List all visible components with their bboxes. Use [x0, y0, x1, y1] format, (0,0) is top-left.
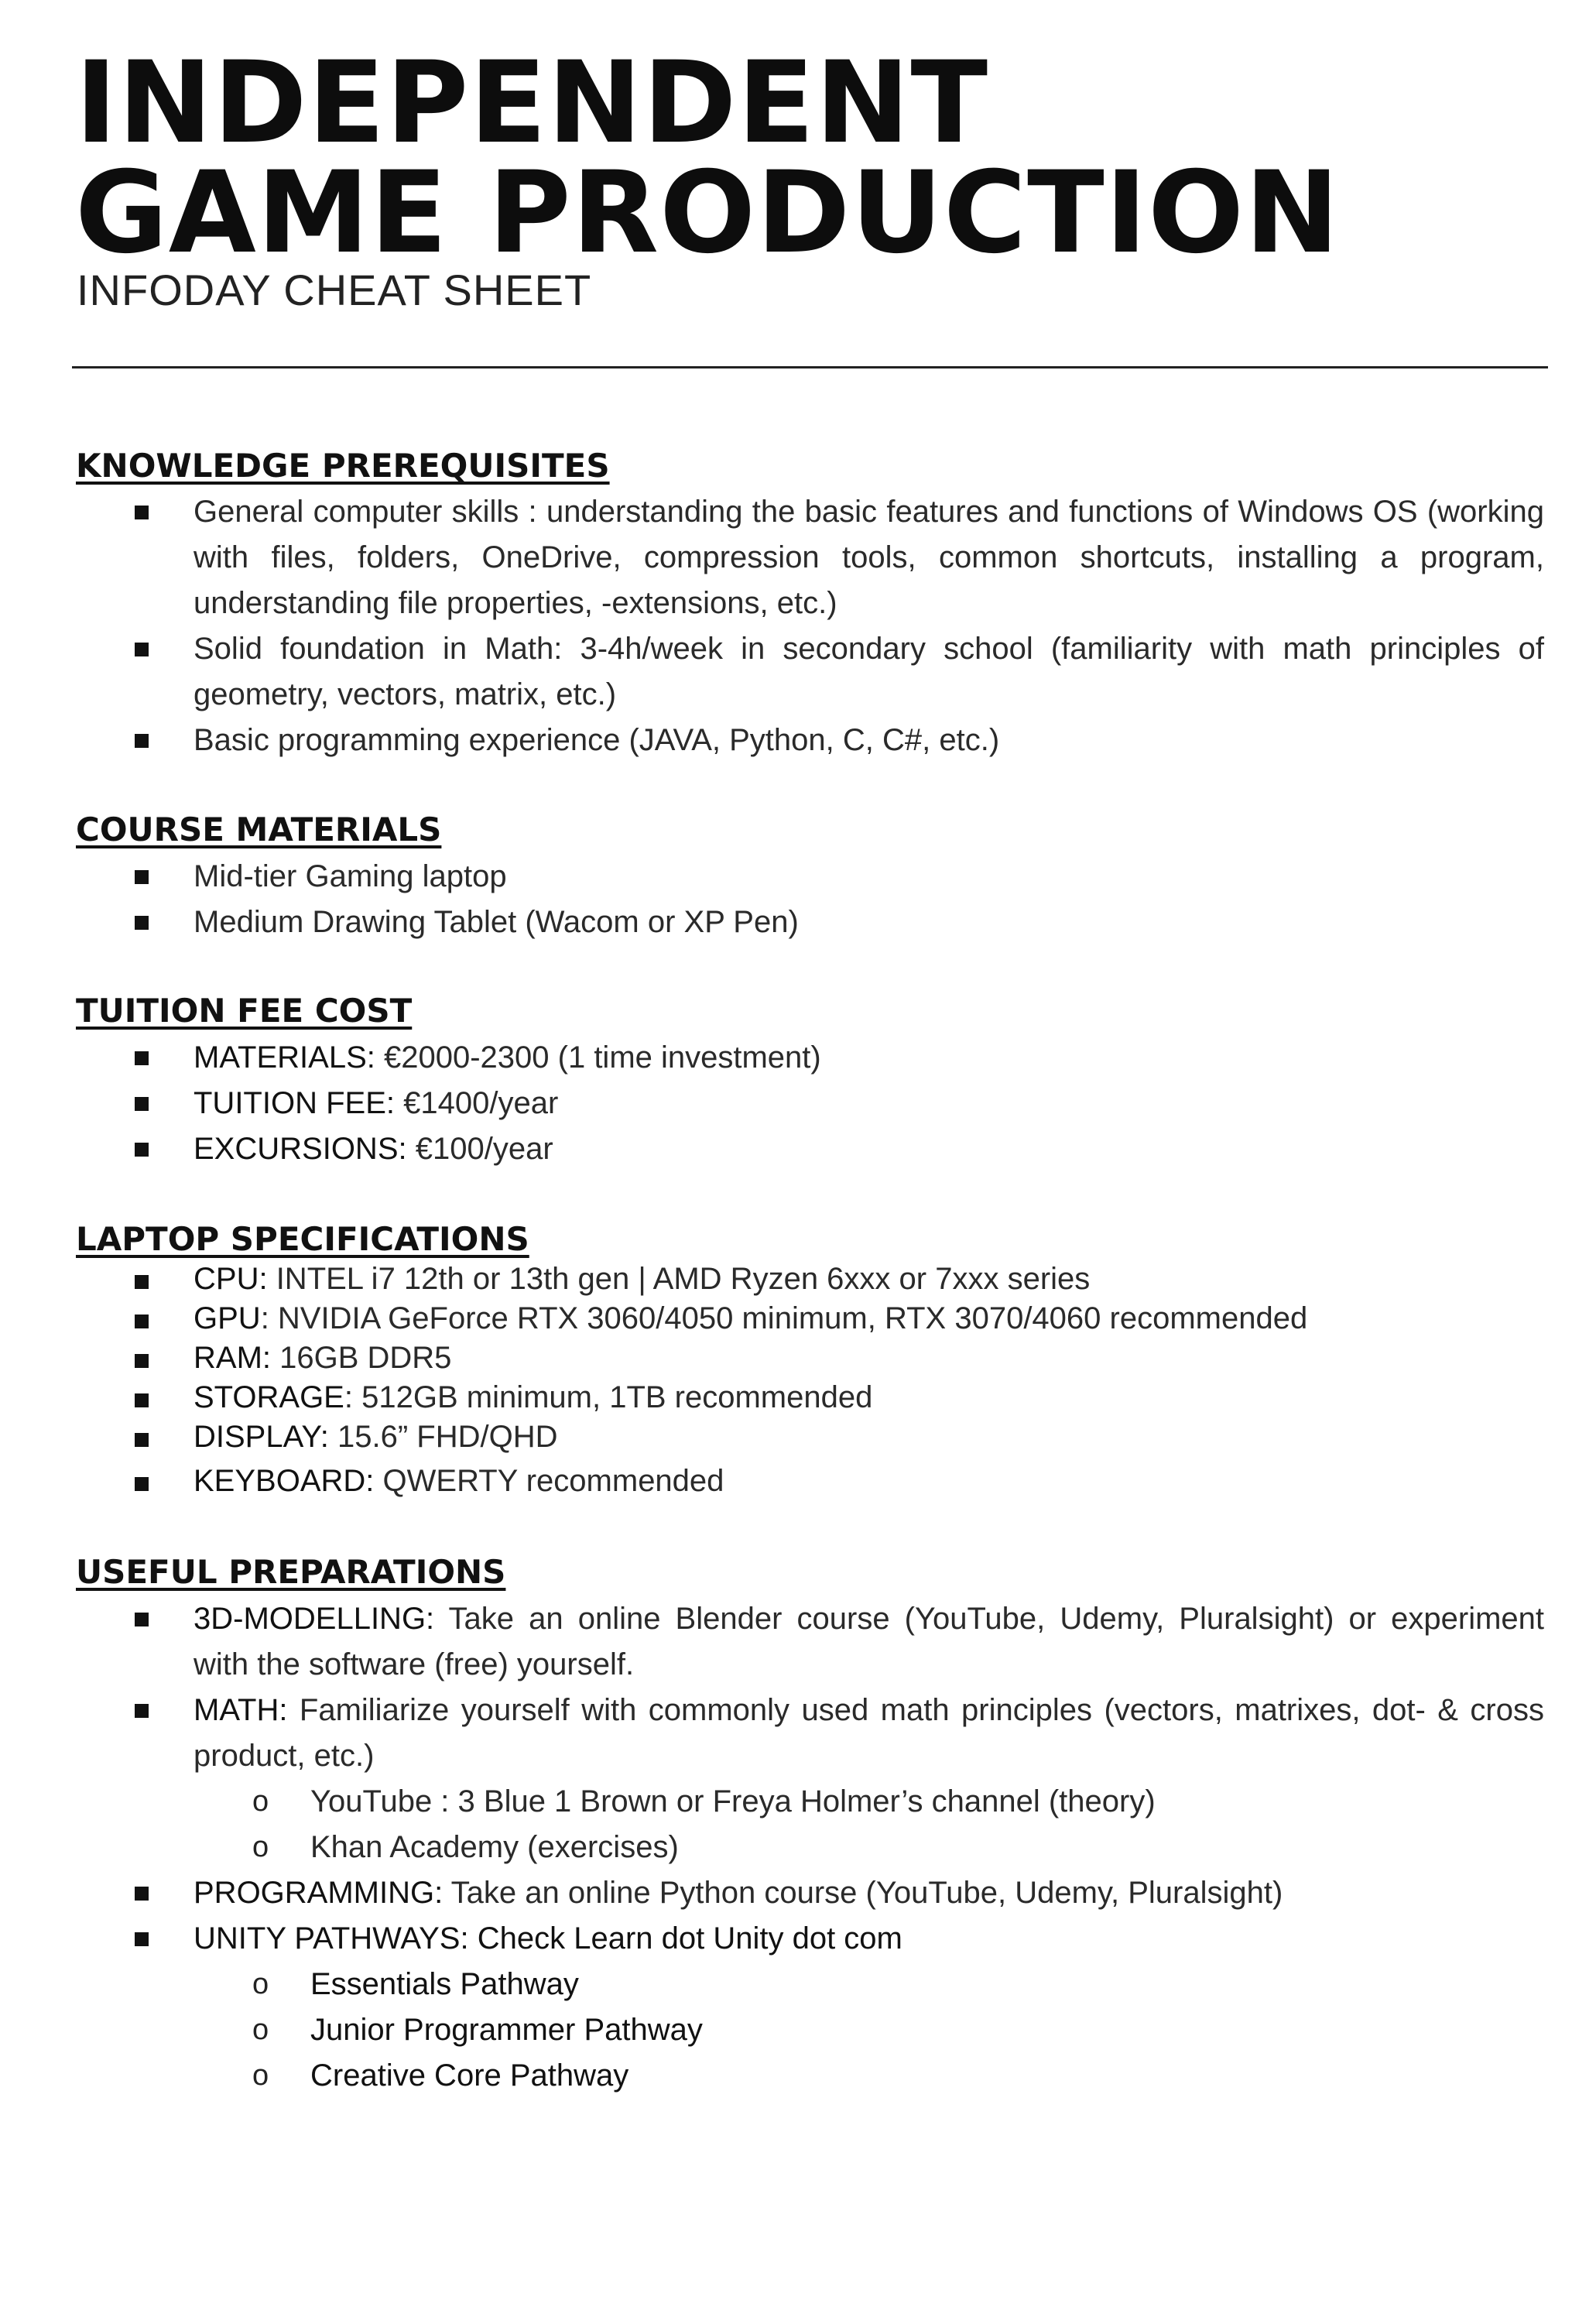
bullet-icon [135, 1433, 149, 1447]
item-text: QWERTY recommended [374, 1464, 724, 1498]
list-item-keyboard [194, 1461, 1544, 1501]
list-item-storage [194, 1377, 1544, 1417]
item-label: UNITY PATHWAYS: [194, 1921, 469, 1956]
list-item-unity-pathways [194, 1916, 1544, 1962]
item-label: STORAGE [194, 1380, 344, 1414]
item-label: 3D-MODELLING: [194, 1602, 435, 1636]
list-item-gpu [194, 1298, 1544, 1339]
bullet-icon [135, 1393, 149, 1407]
page-title-line-1: INDEPENDENT [75, 37, 989, 169]
item-text: €1400/year [395, 1086, 559, 1120]
page-subtitle: INFODAY CHEAT SHEET [77, 266, 592, 314]
list-item-display [194, 1417, 1544, 1457]
section-heading-preparations: USEFUL PREPARATIONS [76, 1553, 506, 1591]
item-text: INTEL i7 12th or 13th gen | AMD Ryzen 6xxx or 7xxx series [267, 1262, 1091, 1296]
bullet-icon [135, 1097, 149, 1111]
list-item-ram [194, 1338, 1544, 1378]
item-text: 16GB DDR5 [271, 1341, 452, 1375]
list-item-materials-cost [194, 1035, 1544, 1081]
sub-bullet-icon: o [252, 2059, 269, 2092]
bullet-icon [135, 1143, 149, 1157]
sub-bullet-icon: o [252, 2014, 269, 2046]
item-text: Familiarize yourself with commonly used math principles (vectors, matrixes, dot- & cross product, etc.) [194, 1693, 1544, 1773]
list-item-computer-skills: General computer skills : understanding the basic features and functions of Windows OS (working with files, folders, OneDrive, compression tools, common shortcuts, installing a program, understanding file properties, -extensions, etc.) [194, 495, 1544, 620]
bullet-icon [135, 734, 149, 748]
section-heading-tuition: TUITION FEE COST [76, 992, 413, 1030]
bullet-icon [135, 1613, 149, 1626]
item-text: Take an online Blender course (YouTube, Udemy, Pluralsight) or experiment with the software (free) yourself. [194, 1602, 1544, 1681]
bullet-icon [135, 870, 149, 884]
list-item-programming [194, 1870, 1544, 1916]
list-item-math [194, 1688, 1544, 1779]
bullet-icon [135, 1315, 149, 1328]
sub-list-item-essentials-pathway: Essentials Pathway [310, 1967, 579, 2001]
bullet-icon [135, 1051, 149, 1065]
sub-list-item-creative-core-pathway: Creative Core Pathway [310, 2058, 629, 2093]
bullet-icon [135, 1477, 149, 1491]
list-item-tuition-fee [194, 1081, 1544, 1126]
item-label: PROGRAMMING: [194, 1876, 444, 1910]
bullet-icon [135, 1932, 149, 1946]
item-text: : 512GB minimum, 1TB recommended [344, 1380, 873, 1414]
section-heading-laptop: LAPTOP SPECIFICATIONS [76, 1220, 529, 1258]
bullet-icon [135, 1887, 149, 1901]
item-label: GPU [194, 1301, 261, 1335]
item-label: MATERIALS: [194, 1040, 375, 1075]
bullet-icon [135, 643, 149, 656]
item-label: TUITION FEE: [194, 1086, 395, 1120]
sub-bullet-icon: o [252, 1968, 269, 2000]
item-text: Check Learn dot Unity dot com [468, 1921, 902, 1956]
bullet-icon [135, 916, 149, 930]
sub-bullet-icon: o [252, 1831, 269, 1863]
item-label: KEYBOARD: [194, 1464, 375, 1498]
item-label: MATH: [194, 1693, 288, 1727]
item-label: RAM: [194, 1341, 271, 1375]
item-label: CPU: [194, 1262, 268, 1296]
item-text: €100/year [406, 1132, 553, 1166]
item-text: 15.6” FHD/QHD [328, 1420, 558, 1454]
list-item-laptop: Mid-tier Gaming laptop [194, 859, 507, 893]
list-item-excursions [194, 1126, 1544, 1172]
item-label: EXCURSIONS: [194, 1132, 407, 1166]
item-label: DISPLAY: [194, 1420, 329, 1454]
list-item-cpu [194, 1259, 1544, 1299]
list-item-3d-modelling [194, 1596, 1544, 1688]
list-item-drawing-tablet: Medium Drawing Tablet (Wacom or XP Pen) [194, 905, 799, 939]
bullet-icon [135, 1704, 149, 1718]
bullet-icon [135, 1275, 149, 1289]
item-text: : NVIDIA GeForce RTX 3060/4050 minimum, RTX 3070/4060 recommended [260, 1301, 1308, 1335]
sub-list-item-youtube: YouTube : 3 Blue 1 Brown or Freya Holmer’s channel (theory) [310, 1784, 1156, 1818]
list-item-math-foundation: Solid foundation in Math: 3-4h/week in secondary school (familiarity with math principles of geometry, vectors, matrix, etc.) [194, 632, 1544, 711]
page-title-line-2: GAME PRODUCTION [75, 147, 1341, 279]
list-item-programming-experience: Basic programming experience (JAVA, Python, C, C#, etc.) [194, 723, 1000, 757]
sub-list-item-khan-academy: Khan Academy (exercises) [310, 1830, 679, 1864]
header-divider [72, 366, 1548, 368]
sub-bullet-icon: o [252, 1785, 269, 1818]
sub-list-item-junior-programmer-pathway: Junior Programmer Pathway [310, 2013, 703, 2047]
item-text: Take an online Python course (YouTube, Udemy, Pluralsight) [443, 1876, 1283, 1910]
bullet-icon [135, 1354, 149, 1368]
bullet-icon [135, 506, 149, 519]
item-text: €2000-2300 (1 time investment) [375, 1040, 821, 1075]
section-heading-knowledge: KNOWLEDGE PREREQUISITES [76, 447, 610, 485]
section-heading-materials: COURSE MATERIALS [76, 811, 442, 848]
